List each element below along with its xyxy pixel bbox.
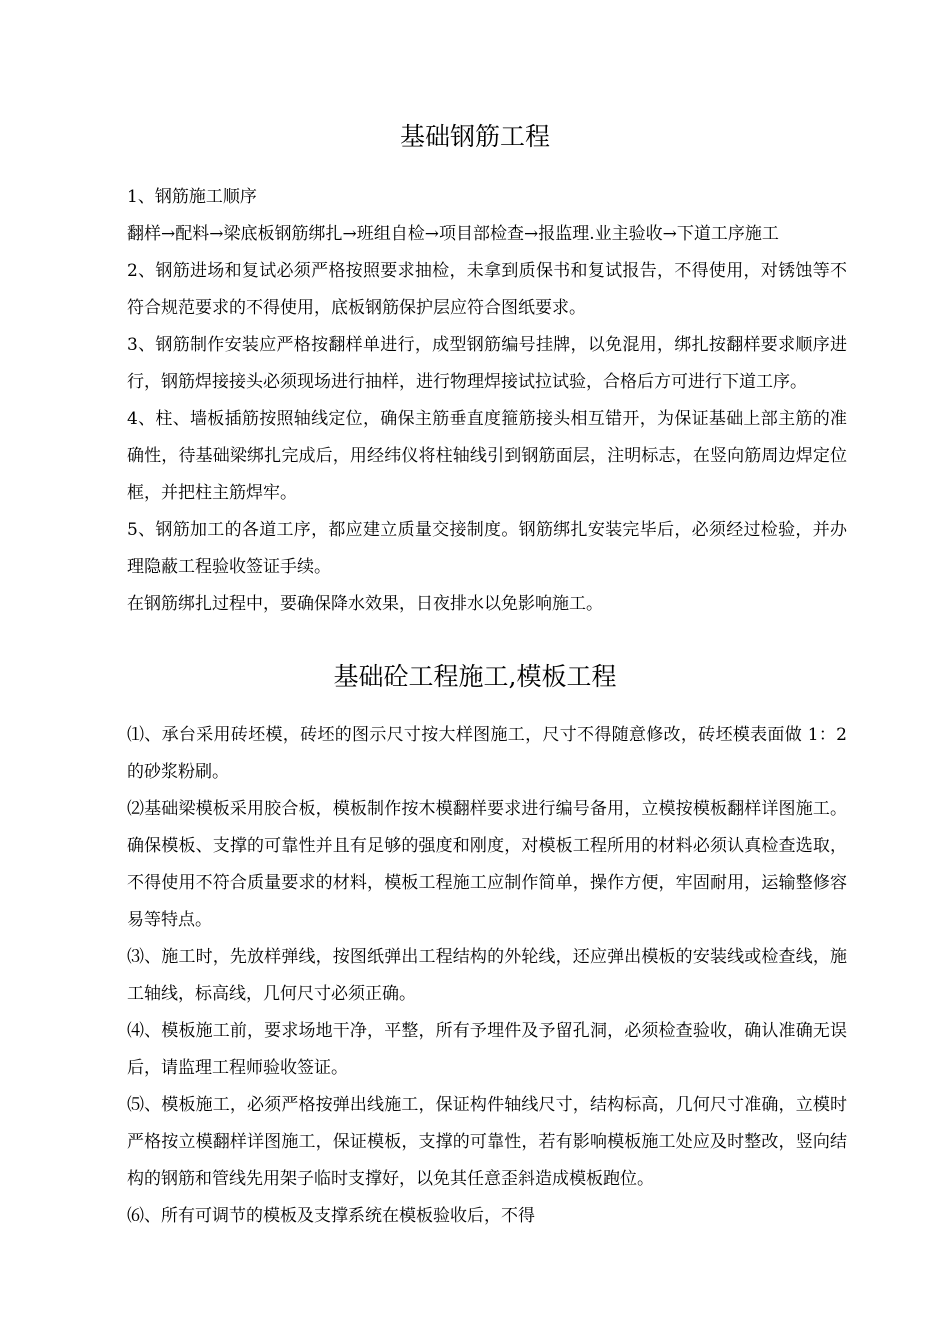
paragraph: 5、钢筋加工的各道工序，都应建立质量交接制度。钢筋绑扎安装完毕后，必须经过检验，并办理隐蔽工程验收签证手续。: [127, 520, 847, 577]
paragraph: 4、柱、墙板插筋按照轴线定位，确保主筋垂直度箍筋接头相互错开，为保证基础上部主筋的准确性，待基础梁绑扎完成后，用经纬仪将柱轴线引到钢筋面层，注明标志，在竖向筋周边焊定位框，并把柱主筋焊牢。: [127, 409, 847, 503]
paragraph: 2、钢筋进场和复试必须严格按照要求抽检，未拿到质保书和复试报告，不得使用，对锈蚀等不符合规范要求的不得使用，底板钢筋保护层应符合图纸要求。: [127, 261, 847, 318]
paragraph: ⑴、承台采用砖坯模，砖坯的图示尺寸按大样图施工，尺寸不得随意修改，砖坯模表面做 1：2 的砂浆粉刷。: [127, 725, 847, 782]
paragraph: ⑸、模板施工，必须严格按弹出线施工，保证构件轴线尺寸，结构标高，几何尺寸准确，立模时严格按立模翻样详图施工，保证模板，支撑的可靠性，若有影响模板施工处应及时整改，竖向结构的钢筋和管线先用架子临时支撑好，以免其任意歪斜造成模板跑位。: [127, 1095, 847, 1189]
paragraph: ⑹、所有可调节的模板及支撑系统在模板验收后，不得: [127, 1206, 535, 1226]
paragraph: 在钢筋绑扎过程中，要确保降水效果，日夜排水以免影响施工。: [127, 594, 603, 614]
paragraph: ⑵基础梁模板采用胶合板，模板制作按木模翻样要求进行编号备用，立模按模板翻样详图施工。确保模板、支撑的可靠性并且有足够的强度和刚度，对模板工程所用的材料必须认真检查选取，不得使用不符合质量要求的材料，模板工程施工应制作简单，操作方便，牢固耐用，运输整修容易等特点。: [127, 799, 847, 930]
section-title-rebar: 基础钢筋工程: [399, 122, 550, 151]
section-title-concrete-formwork: 基础砼工程施工,模板工程: [333, 662, 617, 691]
paragraph: ⑶、施工时，先放样弹线，按图纸弹出工程结构的外轮线，还应弹出模板的安装线或检查线，施工轴线，标高线，几何尺寸必须正确。: [127, 947, 847, 1004]
formwork-section-body: [127, 717, 847, 1235]
paragraph: 1、钢筋施工顺序: [127, 187, 257, 207]
paragraph: 翻样→配料→梁底板钢筋绑扎→班组自检→项目部检查→报监理.业主验收→下道工序施工: [127, 224, 779, 244]
rebar-section-body: [127, 179, 847, 623]
paragraph: 3、钢筋制作安装应严格按翻样单进行，成型钢筋编号挂牌，以免混用，绑扎按翻样要求顺序进行，钢筋焊接接头必须现场进行抽样，进行物理焊接试拉试验，合格后方可进行下道工序。: [127, 335, 847, 392]
paragraph: ⑷、模板施工前，要求场地干净，平整，所有予埋件及予留孔洞，必须检查验收，确认准确无误后，请监理工程师验收签证。: [127, 1021, 847, 1078]
